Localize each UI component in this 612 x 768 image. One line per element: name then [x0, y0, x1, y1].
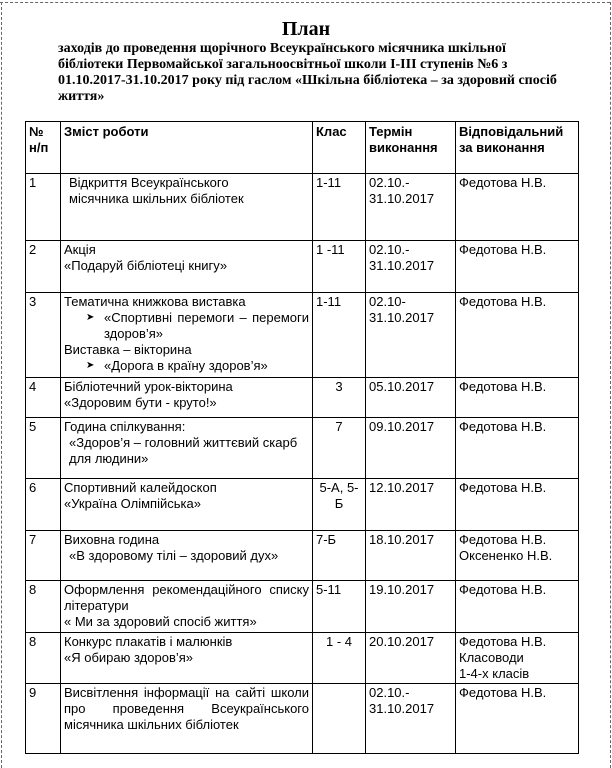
content-line: місячника шкільних бібліотек	[69, 191, 244, 206]
row-term	[366, 174, 456, 241]
responsible-line: Федотова Н.В.	[459, 582, 547, 597]
row-content	[61, 293, 313, 378]
page-border-left	[1, 2, 2, 768]
content-line: «Я обираю здоров’я»	[64, 650, 194, 665]
header-content: Зміст роботи	[61, 122, 313, 174]
row-responsible	[456, 479, 579, 531]
row-num: 9	[26, 684, 61, 754]
term-line: 31.10.2017	[369, 310, 435, 325]
row-content	[61, 418, 313, 479]
row-responsible	[456, 581, 579, 633]
responsible-line: Оксененко Н.В.	[459, 548, 553, 563]
responsible-line: Федотова Н.В.	[459, 379, 547, 394]
row-grade: 1-11	[313, 174, 366, 241]
row-content	[61, 633, 313, 684]
table-row	[26, 241, 579, 293]
table-row	[26, 418, 579, 479]
document-subtitle: заходів до проведення щорічного Всеукраїнського місячника шкільної бібліотеки Первомайської загальноосвітньої школи І-ІІІ ступенів №6 з 01.10.2017-31.10.2017 року під гаслом «Шкільна бібліотека – за здоровий спосіб життя»	[58, 41, 557, 104]
row-responsible	[456, 378, 579, 418]
row-term	[366, 241, 456, 293]
table-row	[26, 581, 579, 633]
content-line: Бібліотечний урок-вікторина	[64, 379, 233, 394]
table-header-row	[26, 122, 579, 174]
row-term	[366, 479, 456, 531]
content-line: «Здоровим бути - круто!»	[64, 395, 217, 410]
term-line: 31.10.2017	[369, 701, 435, 716]
row-grade: 1-11	[313, 293, 366, 378]
row-num: 5	[26, 418, 61, 479]
responsible-line: Федотова Н.В.	[459, 294, 547, 309]
content-line: «Подаруй бібліотеці книгу»	[64, 258, 228, 273]
row-term	[366, 531, 456, 581]
row-responsible	[456, 531, 579, 581]
row-content	[61, 581, 313, 633]
content-line: «В здоровому тілі – здоровий дух»	[69, 548, 279, 563]
row-term	[366, 684, 456, 754]
row-grade: 5-11	[313, 581, 366, 633]
table-row	[26, 293, 579, 378]
row-num: 4	[26, 378, 61, 418]
content-line: Виховна година	[64, 532, 160, 547]
content-line: Відкриття Всеукраїнського	[69, 175, 229, 190]
row-responsible	[456, 418, 579, 479]
term-line: 31.10.2017	[369, 191, 435, 206]
content-line: Конкурс плакатів і малюнків	[64, 634, 233, 649]
row-responsible	[456, 174, 579, 241]
row-grade: 5-А, 5-Б	[313, 479, 366, 531]
content-line: Спортивний калейдоскоп	[64, 480, 217, 495]
row-term	[366, 581, 456, 633]
content-line: Година спілкування:	[64, 419, 186, 434]
row-term	[366, 418, 456, 479]
row-num: 7	[26, 531, 61, 581]
responsible-line: Федотова Н.В.	[459, 419, 547, 434]
table-row	[26, 531, 579, 581]
responsible-line: Федотова Н.В.	[459, 685, 547, 700]
header-num: № н/п	[26, 122, 61, 174]
responsible-line: 1-4-х класів	[459, 666, 530, 681]
term-line: 05.10.2017	[369, 379, 435, 394]
responsible-line: Федотова Н.В.	[459, 532, 547, 547]
row-content	[61, 241, 313, 293]
row-grade: 3	[313, 378, 366, 418]
row-responsible	[456, 241, 579, 293]
header-term: Термін виконання	[366, 122, 456, 174]
row-num: 6	[26, 479, 61, 531]
responsible-line: Федотова Н.В.	[459, 634, 547, 649]
row-num: 3	[26, 293, 61, 378]
row-responsible	[456, 684, 579, 754]
row-responsible	[456, 633, 579, 684]
row-term	[366, 633, 456, 684]
header-responsible: Відповідальний за виконання	[456, 122, 579, 174]
term-line: 20.10.2017	[369, 634, 435, 649]
row-content	[61, 378, 313, 418]
row-term	[366, 378, 456, 418]
row-grade: 7	[313, 418, 366, 479]
term-line: 02.10-	[369, 294, 406, 309]
row-num: 2	[26, 241, 61, 293]
row-responsible	[456, 293, 579, 378]
page-border-top	[0, 2, 610, 3]
term-line: 18.10.2017	[369, 532, 435, 547]
term-line: 12.10.2017	[369, 480, 435, 495]
row-grade: 7-Б	[313, 531, 366, 581]
row-content	[61, 684, 313, 754]
content-line: Акція	[64, 242, 96, 257]
bullet-item: ➤ «Дорога в країну здоров’я»	[64, 358, 309, 374]
row-content	[61, 174, 313, 241]
term-line: 09.10.2017	[369, 419, 435, 434]
content-line: Тематична книжкова виставка	[64, 294, 246, 309]
content-line: « Ми за здоровий спосіб життя»	[64, 614, 257, 629]
content-line: «Україна Олімпійська»	[64, 496, 201, 511]
bullet-item: ➤ «Спортивні перемоги – перемоги здоров’я»	[64, 310, 309, 342]
term-line: 02.10.-	[369, 242, 410, 257]
table-row	[26, 479, 579, 531]
content-line: Виставка – вікторина	[64, 342, 192, 357]
row-num: 8	[26, 581, 61, 633]
table-row	[26, 174, 579, 241]
page-border-right	[610, 2, 611, 768]
row-grade: 1 - 4	[313, 633, 366, 684]
row-grade: 1 -11	[313, 241, 366, 293]
table-row	[26, 684, 579, 754]
row-num: 1	[26, 174, 61, 241]
content-line: Висвітлення інформації на сайті школи про проведення Всеукраїнського місячника шкільних бібліотек	[64, 685, 309, 732]
responsible-line: Федотова Н.В.	[459, 242, 547, 257]
content-line: «Здоров’я – головний життєвий скарб для людини»	[69, 435, 298, 466]
document-title: План	[281, 18, 331, 40]
row-term	[366, 293, 456, 378]
plan-table	[25, 121, 579, 754]
table-row	[26, 633, 579, 684]
row-num: 8	[26, 633, 61, 684]
row-grade	[313, 684, 366, 754]
row-content	[61, 531, 313, 581]
term-line: 31.10.2017	[369, 258, 435, 273]
row-content	[61, 479, 313, 531]
header-grade: Клас	[313, 122, 366, 174]
responsible-line: Федотова Н.В.	[459, 480, 547, 495]
table-row	[26, 378, 579, 418]
term-line: 02.10.-	[369, 685, 410, 700]
responsible-line: Класоводи	[459, 650, 524, 665]
term-line: 02.10.-	[369, 175, 410, 190]
responsible-line: Федотова Н.В.	[459, 175, 547, 190]
term-line: 19.10.2017	[369, 582, 435, 597]
content-line: Оформлення рекомендаційного списку літератури	[64, 582, 309, 613]
